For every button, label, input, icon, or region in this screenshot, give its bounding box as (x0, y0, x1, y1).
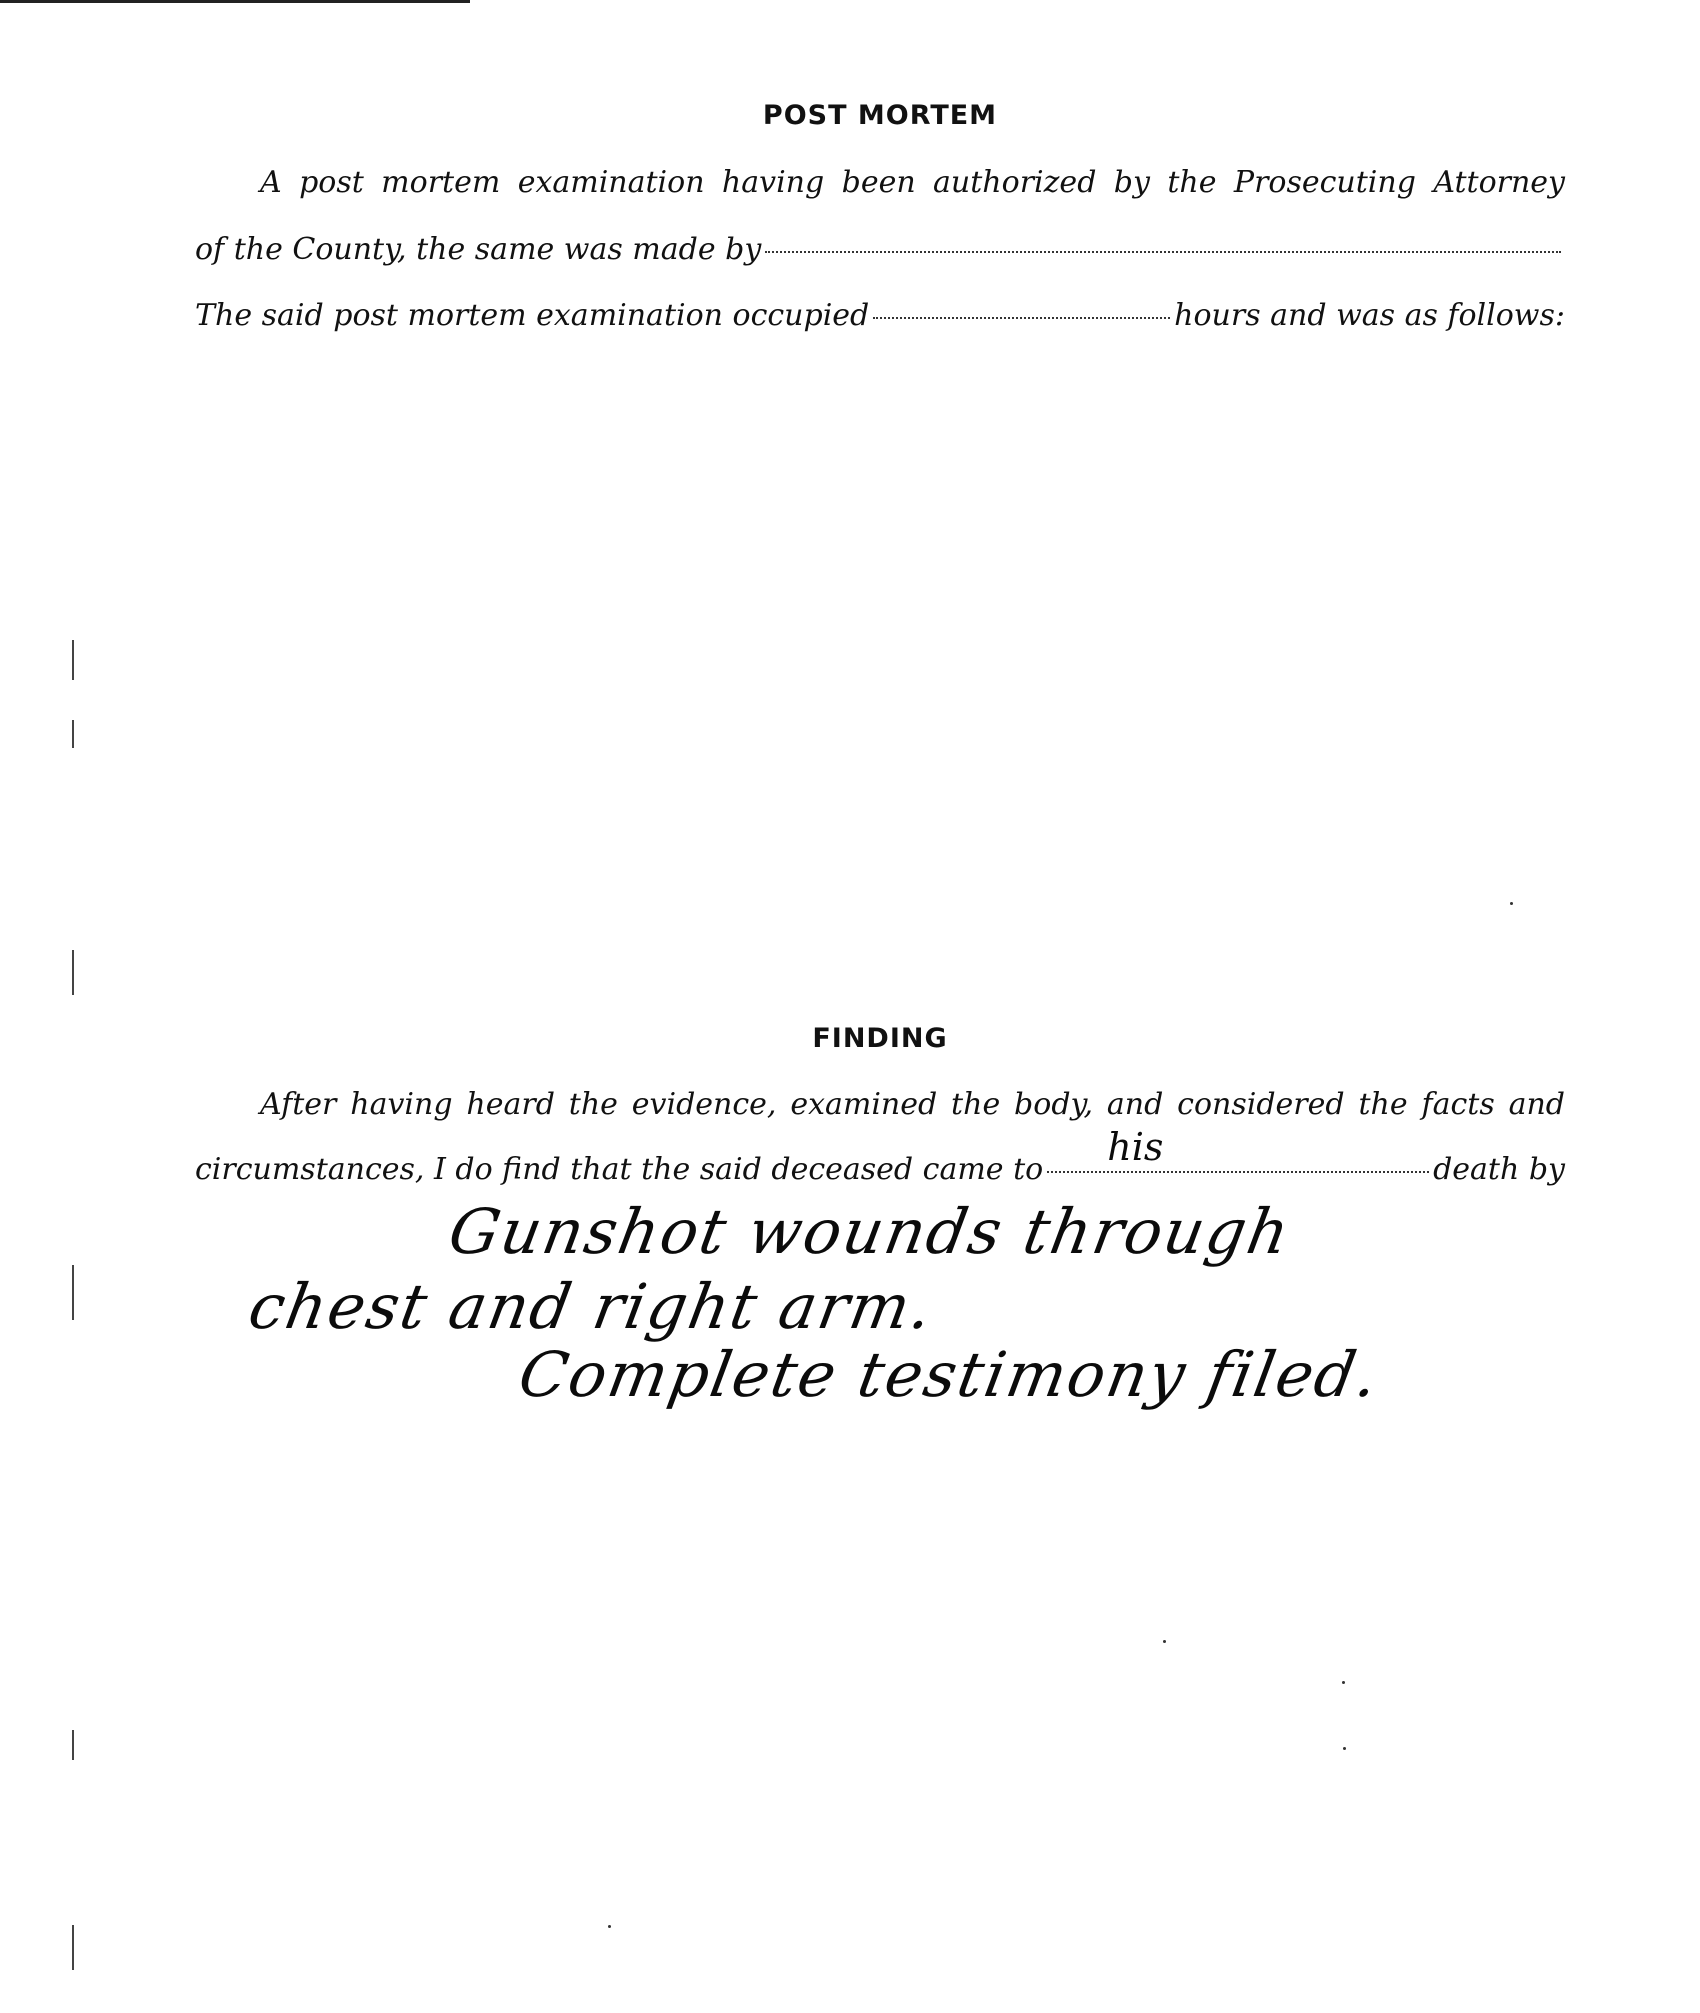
hours-blank (873, 317, 1170, 319)
scan-speck (1163, 1640, 1166, 1643)
post-mortem-line-2 (195, 232, 1565, 267)
post-mortem-heading: POST MORTEM (762, 100, 998, 131)
top-edge-rule (0, 0, 470, 3)
scan-speck (608, 1925, 611, 1928)
scan-mark (72, 1730, 74, 1760)
finding-line-1-text: After having heard the evidence, examined the body, and considered the facts and (260, 1087, 1565, 1122)
scan-speck (1342, 1681, 1345, 1684)
post-mortem-line-2-text: of the County, the same was made by (195, 232, 762, 267)
finding-line-2 (195, 1125, 1565, 1187)
handwritten-line-3: Complete testimony filed. (513, 1338, 1386, 1411)
post-mortem-line-1-text: A post mortem examination having been authorized by the Prosecuting Attorney (260, 165, 1565, 200)
scan-mark (72, 950, 74, 995)
scan-speck (1343, 1747, 1346, 1750)
post-mortem-line-3-suffix: hours and was as follows: (1174, 298, 1565, 333)
scan-mark (72, 1265, 74, 1320)
pronoun-blank (1047, 1125, 1429, 1173)
made-by-blank (765, 251, 1561, 253)
finding-heading: FINDING (812, 1023, 948, 1054)
post-mortem-line-1 (260, 165, 1565, 200)
handwritten-line-1: Gunshot wounds through (443, 1195, 1297, 1268)
pronoun-handwritten: his (1107, 1125, 1164, 1169)
finding-line-2-prefix: circumstances, I do find that the said deceased came to (195, 1152, 1044, 1187)
scan-mark (72, 640, 74, 680)
scan-mark (72, 720, 74, 748)
scan-mark (72, 1925, 74, 1970)
post-mortem-line-3-prefix: The said post mortem examination occupied (195, 298, 870, 333)
finding-line-2-suffix: death by (1433, 1152, 1565, 1187)
scan-speck (1510, 902, 1513, 905)
finding-line-1 (260, 1087, 1565, 1122)
post-mortem-line-3 (195, 298, 1565, 333)
handwritten-line-2: chest and right arm. (243, 1270, 940, 1343)
